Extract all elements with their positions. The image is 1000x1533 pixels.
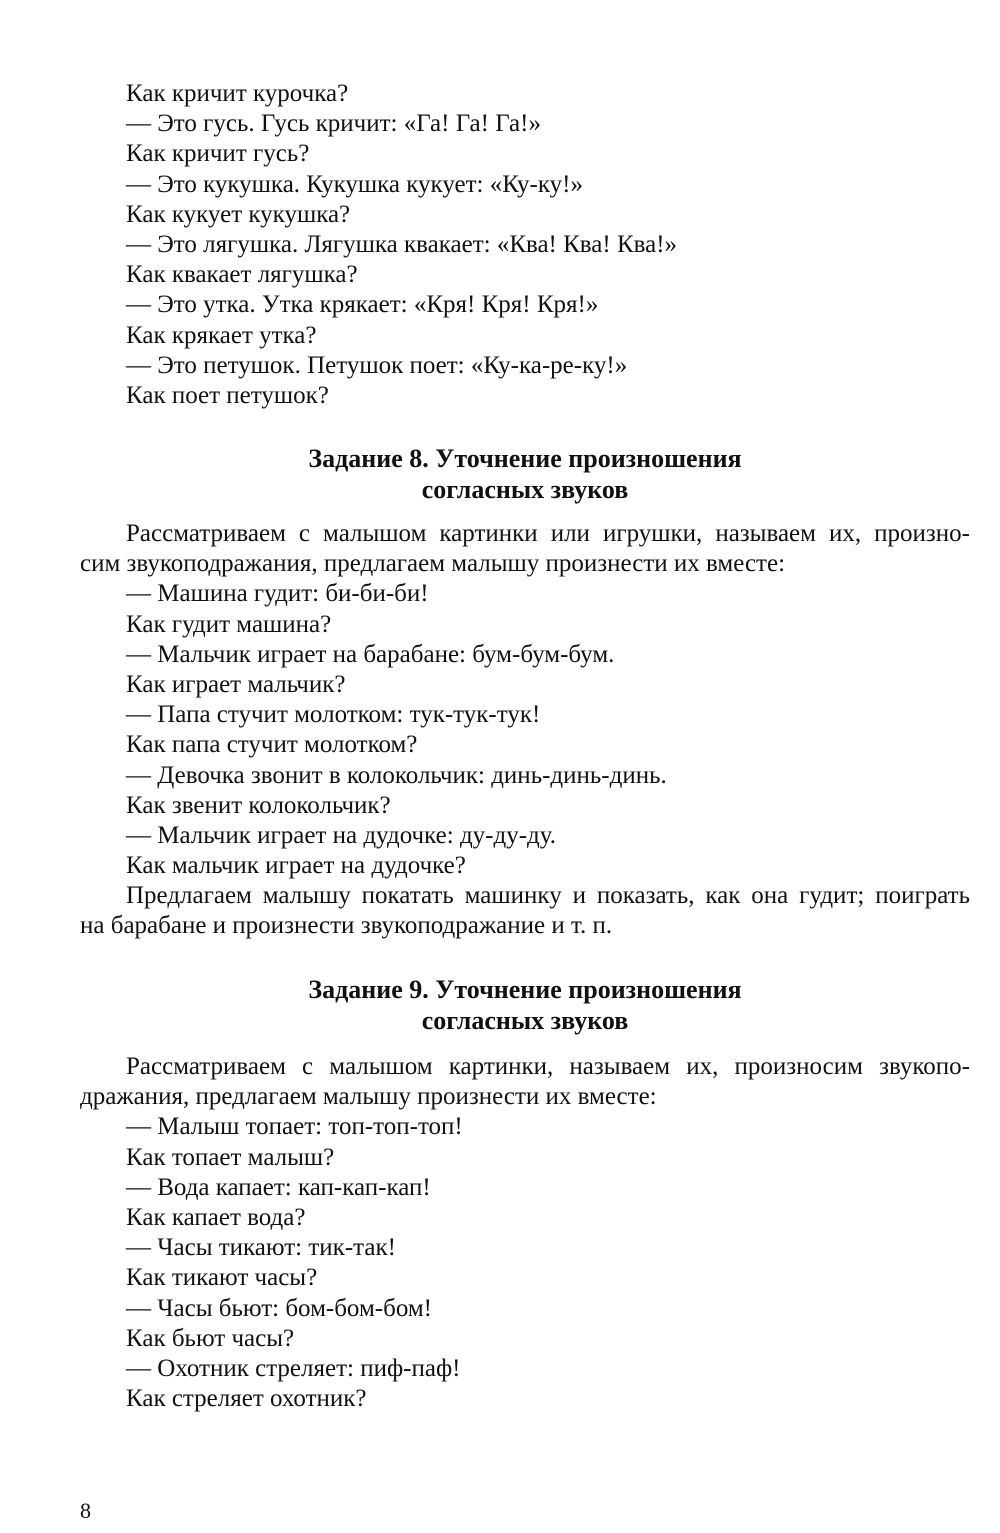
task8-paragraph-line2: сим звукоподражания, предлагаем малышу произнести их вместе: (80, 550, 786, 578)
dialog-line: — Это утка. Утка крякает: «Кря! Кря! Кря!» (126, 291, 599, 319)
dialog-line: Как кукует кукушка? (126, 200, 351, 228)
intro-dialog (80, 79, 970, 411)
dialog-line: — Это кукушка. Кукушка кукует: «Ку-ку!» (126, 170, 583, 198)
dialog-line: — Мальчик играет на барабане: бум-бум-бум. (126, 640, 615, 668)
dialog-line: — Это петушок. Петушок поет: «Ку-ка-ре-ку!» (126, 351, 628, 379)
dialog-line: Как кричит гусь? (126, 140, 310, 168)
task9-heading (80, 974, 970, 1036)
dialog-line: Как капает вода? (126, 1203, 306, 1231)
dialog-line: Как квакает лягушка? (126, 261, 358, 289)
dialog-line: — Охотник стреляет: пиф-паф! (126, 1354, 461, 1382)
task8-heading (80, 443, 970, 505)
task8-title-line1: Задание 8. Уточнение произношения (308, 444, 742, 473)
page-number: 8 (80, 1498, 91, 1523)
task9-paragraph-line1: Рассматриваем с малышом картинки, называем их, произносим звукопо- (126, 1053, 970, 1080)
dialog-line: Как стреляет охотник? (126, 1385, 367, 1413)
dialog-line: — Вода капает: кап-кап-кап! (126, 1173, 431, 1201)
dialog-line: Как тикают часы? (126, 1264, 318, 1292)
task8-body (80, 519, 970, 942)
task9-title-line2: согласных звуков (421, 1006, 629, 1035)
dialog-line: Как крякает утка? (126, 321, 317, 349)
dialog-line: — Это гусь. Гусь кричит: «Га! Га! Га!» (126, 110, 541, 138)
dialog-line: — Мальчик играет на дудочке: ду-ду-ду. (126, 821, 557, 849)
dialog-line: — Девочка звонит в колокольчик: динь-динь-динь. (126, 761, 667, 789)
task8-closing-line2: на барабане и произнести звукоподражание и т. п. (80, 912, 613, 940)
dialog-line: Как бьют часы? (126, 1324, 295, 1352)
dialog-line: — Часы бьют: бом-бом-бом! (126, 1294, 432, 1322)
task9-title-line1: Задание 9. Уточнение произношения (308, 975, 742, 1004)
dialog-line: — Папа стучит молотком: тук-тук-тук! (126, 701, 541, 729)
task8-paragraph-line1: Рассматриваем с малышом картинки или игрушки, называем их, произно- (126, 520, 970, 547)
task8-title-line2: согласных звуков (421, 475, 629, 504)
dialog-line: Как играет мальчик? (126, 670, 346, 698)
task9-paragraph-line2: дражания, предлагаем малышу произнести их вместе: (80, 1083, 657, 1111)
dialog-line: Как кричит курочка? (126, 80, 349, 107)
dialog-line: — Машина гудит: би-би-би! (126, 580, 429, 608)
dialog-line: — Это лягушка. Лягушка квакает: «Ква! Ква! Ква!» (126, 230, 678, 258)
dialog-line: Как мальчик играет на дудочке? (126, 852, 466, 880)
dialog-line: Как звенит колокольчик? (126, 791, 391, 819)
dialog-line: — Часы тикают: тик-так! (126, 1234, 396, 1262)
dialog-line: Как топает малыш? (126, 1143, 335, 1171)
dialog-line: Как папа стучит молотком? (126, 731, 418, 759)
dialog-line: — Малыш топает: топ-топ-топ! (126, 1113, 463, 1141)
dialog-line: Как гудит машина? (126, 610, 332, 638)
task8-closing-line1: Предлагаем малышу покатать машинку и показать, как она гудит; поиграть (126, 882, 970, 910)
dialog-line: Как поет петушок? (126, 381, 329, 409)
task9-body (80, 1052, 970, 1414)
